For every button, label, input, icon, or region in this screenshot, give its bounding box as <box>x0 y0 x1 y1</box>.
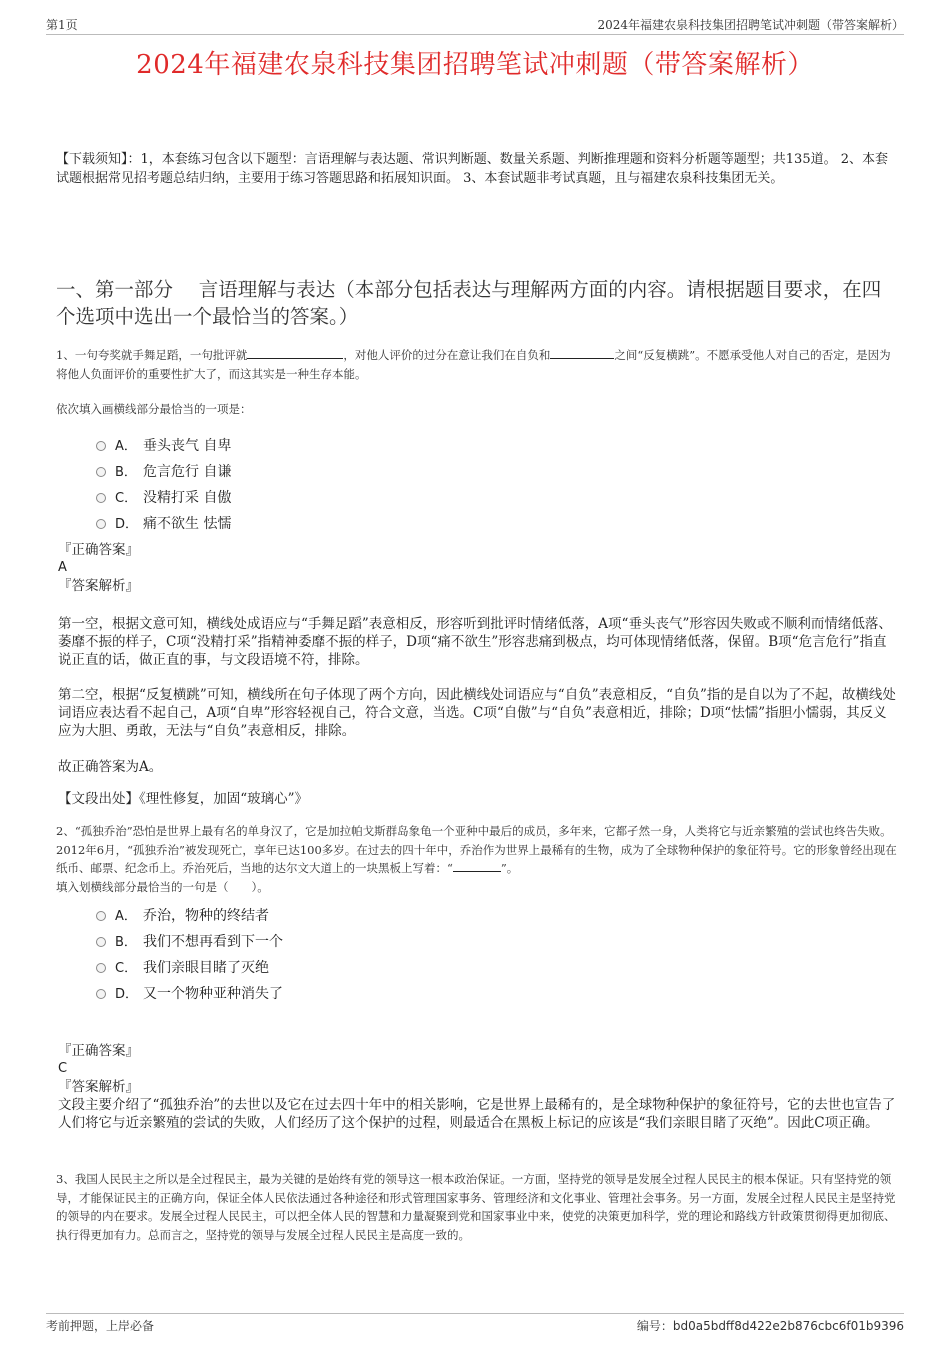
option-text: 没精打采 自傲 <box>143 490 232 506</box>
q2-option-a[interactable] <box>96 903 283 929</box>
answer-label: 『正确答案』 <box>58 542 139 558</box>
answer-letter: C <box>58 1061 68 1076</box>
radio-icon[interactable] <box>96 911 106 921</box>
radio-icon[interactable] <box>96 519 106 529</box>
radio-icon[interactable] <box>96 467 106 477</box>
option-text: 危言危行 自谦 <box>143 464 232 480</box>
q2-blank <box>453 859 501 872</box>
question-2-stem <box>56 822 898 896</box>
radio-icon[interactable] <box>96 493 106 503</box>
q2-stem-text: 2、“孤独乔治”恐怕是世界上最有名的单身汉了，它是加拉帕戈斯群岛象龟一个亚种中最后的成员，多年来，它都孑然一身，人类将它与近亲繁殖的尝试也终告失败。2012年6月，“孤独乔治”被发现死亡，享年已达100多岁。在过去的四十年中，乔治作为世界上最稀有的生物，成为了全球物种保护的象征符号。它的形象曾经出现在纸币、邮票、纪念币上。乔治死后，当地的达尔文大道上的一块黑板上写着：“ <box>56 824 897 875</box>
analysis-label: 『答案解析』 <box>58 578 139 594</box>
page-header <box>46 14 904 35</box>
document-title: 2024年福建农泉科技集团招聘笔试冲刺题（带答案解析） <box>136 50 814 80</box>
q1-stem-part1: 1、一句夸奖就手舞足蹈，一句批评就 <box>56 348 248 362</box>
section-heading: 一、第一部分 言语理解与表达（本部分包括表达与理解两方面的内容。请根据题目要求，在四个选项中选出一个最恰当的答案。） <box>56 278 882 328</box>
radio-icon[interactable] <box>96 937 106 947</box>
question-3-stem: 3、我国人民民主之所以是全过程民主，最为关键的是始终有党的领导这一根本政治保证。一方面，坚持党的领导是发展全过程人民民主的根本保证。只有坚持党的领导，才能保证民主的正确方向，保证全体人民依法通过各种途径和形式管理国家事务、管理经济和文化事业、管理社会事务。另一方面，发展全过程人民民主是坚持党的领导的内在要求。发展全过程人民民主，可以把全体人民的智慧和力量凝聚到党和国家事业中来，使党的决策更加科学，党的理论和路线方针政策贯彻得更加彻底、执行得更加有力。总而言之，坚持党的领导与发展全过程人民民主是高度一致的。 <box>56 1172 896 1242</box>
q1-blank-1 <box>247 346 343 359</box>
q1-source: 【文段出处】《理性修复，加固“玻璃心”》 <box>58 791 309 807</box>
option-text: 痛不欲生 怯懦 <box>143 516 232 532</box>
q1-answer-block <box>58 541 898 595</box>
code-label: 编号： <box>636 1319 673 1333</box>
q1-analysis-1: 第一空，根据文意可知，横线处成语应与“手舞足蹈”表意相反，形容听到批评时情绪低落，A项“垂头丧气”形容因失败或不顺利而情绪低落、萎靡不振的样子，C项“没精打采”指精神委靡不振的样子，D项“痛不欲生”形容悲痛到极点，均可体现情绪低落，保留。B项“危言危行”指直说正直的话，做正直的事，与文段语境不符，排除。 <box>58 616 892 668</box>
download-notice: 【下载须知】：1，本套练习包含以下题型：言语理解与表达题、常识判断题、数量关系题、判断推理题和资料分析题等题型；共135道。 2、本套试题根据常见招考题总结归纳，主要用于练习答题思路和拓展知识面。 3、本套试题非考试真题，且与福建农泉科技集团无关。 <box>56 152 888 186</box>
option-letter: C． <box>115 491 138 506</box>
option-text: 我们亲眼目睹了灭绝 <box>143 960 269 976</box>
q1-conclusion: 故正确答案为A。 <box>58 759 163 775</box>
footer-code <box>637 1317 904 1334</box>
option-text: 垂头丧气 自卑 <box>143 438 232 454</box>
option-letter: A． <box>115 439 137 454</box>
radio-icon[interactable] <box>96 963 106 973</box>
option-text: 我们不想再看到下一个 <box>143 934 283 950</box>
q2-option-b[interactable] <box>96 929 283 955</box>
option-letter: A． <box>115 909 137 924</box>
answer-label: 『正确答案』 <box>58 1043 139 1059</box>
q1-blank-2 <box>550 346 614 359</box>
radio-icon[interactable] <box>96 989 106 999</box>
q2-answer-block <box>58 1042 898 1132</box>
q2-prompt: 填入划横线部分最恰当的一句是（ ）。 <box>56 879 269 894</box>
q1-stem-part2: ，对他人评价的过分在意让我们在自负和 <box>343 348 551 362</box>
q1-option-b[interactable] <box>96 459 231 485</box>
code-value: bd0a5bdff8d422e2b876cbc6f01b9396 <box>672 1319 904 1333</box>
option-text: 又一个物种亚种消失了 <box>143 986 283 1002</box>
answer-letter: A <box>58 560 67 575</box>
q1-option-c[interactable] <box>96 485 231 511</box>
q1-analysis-2: 第二空，根据“反复横跳”可知，横线所在句子体现了两个方向，因此横线处词语应与“自负”表意相反，“自负”指的是自以为了不起，故横线处词语应表达看不起自己，A项“自卑”形容轻视自己，符合文意，当选。C项“自傲”与“自负”表意相近，排除；D项“怯懦”指胆小懦弱，其反义应为大胆、勇敢，无法与“自负”表意相反，排除。 <box>58 687 896 739</box>
radio-icon[interactable] <box>96 441 106 451</box>
q1-prompt: 依次填入画横线部分最恰当的一项是： <box>56 402 252 416</box>
page-number: 第1页 <box>46 18 78 32</box>
option-letter: C． <box>115 961 138 976</box>
q2-option-d[interactable] <box>96 981 283 1007</box>
option-letter: D． <box>115 517 139 532</box>
q2-options <box>96 903 283 1007</box>
option-letter: B． <box>115 465 137 480</box>
q2-stem-end: ”。 <box>500 861 519 875</box>
option-letter: D． <box>115 987 139 1002</box>
analysis-label: 『答案解析』 <box>58 1079 139 1095</box>
q1-option-a[interactable] <box>96 433 231 459</box>
q2-option-c[interactable] <box>96 955 283 981</box>
q1-options <box>96 433 231 537</box>
footer-slogan: 考前押题，上岸必备 <box>46 1319 155 1333</box>
q1-option-d[interactable] <box>96 511 231 537</box>
q1-stem-part3: 之间“反复横跳”。不愿承受他人对自己的否定，是因为将他人负面评价的重要性扩大了，而这其实是一种生存本能。 <box>56 348 891 381</box>
option-letter: B． <box>115 935 137 950</box>
header-title: 2024年福建农泉科技集团招聘笔试冲刺题（带答案解析） <box>597 18 904 32</box>
page-footer <box>46 1313 904 1338</box>
q2-analysis: 文段主要介绍了“孤独乔治”的去世以及它在过去四十年中的相关影响，它是世界上最稀有的，是全球物种保护的象征符号，它的去世也宣告了人们将它与近亲繁殖的尝试的失败，人们经历了这个保护的过程，则最适合在黑板上标记的应该是“我们亲眼目睹了灭绝”。因此C项正确。 <box>58 1097 896 1131</box>
question-1-stem <box>56 346 898 383</box>
option-text: 乔治，物种的终结者 <box>143 908 269 924</box>
